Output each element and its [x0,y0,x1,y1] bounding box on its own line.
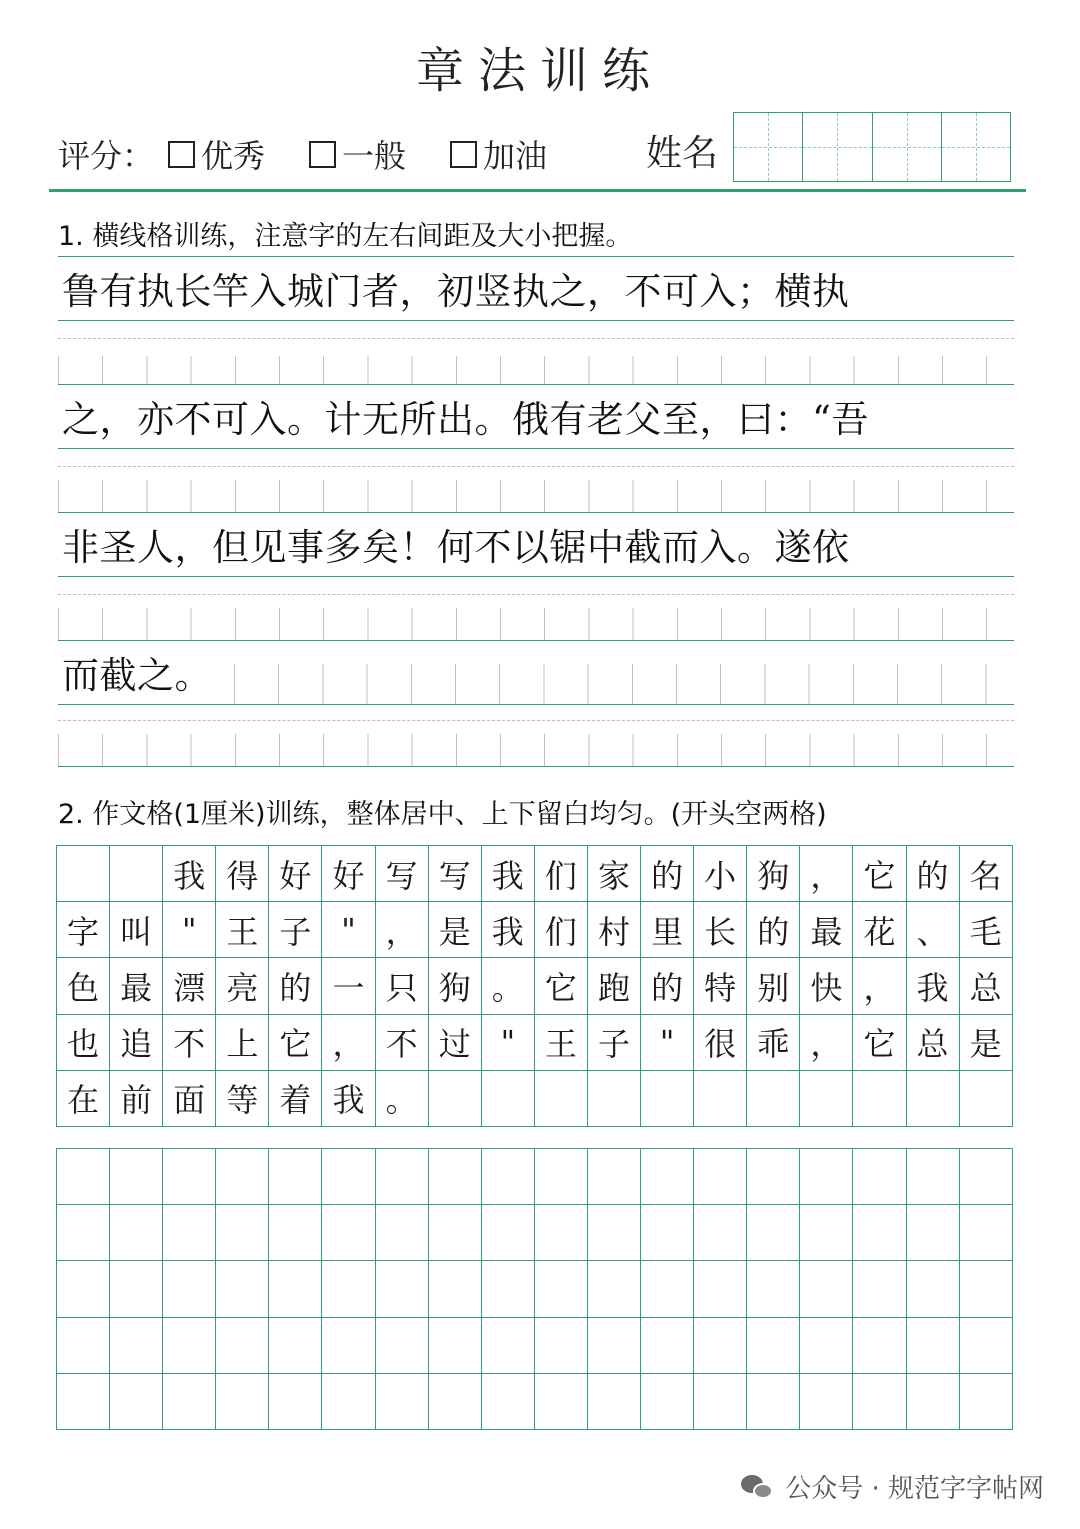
grid-cell-empty[interactable] [322,1318,375,1374]
grid-cell-empty[interactable] [110,1149,163,1205]
grid-cell[interactable]: ， [800,846,853,902]
grid-cell[interactable]: 上 [216,1015,269,1071]
grid-row [57,1261,1013,1317]
practice-line-row [58,256,1014,320]
grid-cell-empty[interactable] [641,1261,694,1317]
grid-cell-empty[interactable] [694,1261,747,1317]
grid-cell-empty[interactable] [216,1261,269,1317]
name-cell[interactable] [942,113,1010,181]
grid-cell[interactable]: 不 [376,1015,429,1071]
grid-cell-empty[interactable] [800,1261,853,1317]
grid-cell[interactable] [57,846,110,902]
grid-cell-empty[interactable] [482,1318,535,1374]
grid-cell[interactable]: " [322,902,375,958]
grid-cell[interactable]: 是 [429,902,482,958]
rating-option-average[interactable] [309,131,406,177]
grid-cell-empty[interactable] [110,1205,163,1261]
grid-cell-empty[interactable] [588,1149,641,1205]
rating-option-keep-going[interactable] [450,131,547,177]
grid-cell[interactable]: 最 [800,902,853,958]
grid-cell[interactable]: 也 [57,1015,110,1071]
grid-cell-empty[interactable] [429,1205,482,1261]
grid-cell[interactable] [588,1071,641,1127]
grid-cell[interactable]: 。 [376,1071,429,1127]
grid-cell[interactable]: 最 [110,958,163,1014]
grid-cell-empty[interactable] [800,1318,853,1374]
grid-cell-empty[interactable] [535,1205,588,1261]
grid-cell-empty[interactable] [376,1374,429,1430]
grid-cell-empty[interactable] [747,1205,800,1261]
section1-heading: 1. 横线格训练，注意字的左右间距及大小把握。 [58,221,633,252]
grid-cell[interactable]: 我 [322,1071,375,1127]
grid-cell-empty[interactable] [907,1205,960,1261]
grid-row [57,1071,1013,1127]
practice-line-text: 之，亦不可入。计无所出。俄有老父至，曰：“吾 [62,398,869,441]
grid-cell-empty[interactable] [110,1374,163,1430]
grid-cell-empty[interactable] [110,1261,163,1317]
grid-cell[interactable] [429,1071,482,1127]
grid-cell[interactable]: 好 [322,846,375,902]
grid-cell[interactable]: 一 [322,958,375,1014]
grid-cell[interactable]: 等 [216,1071,269,1127]
grid-cell-empty[interactable] [482,1149,535,1205]
grid-cell[interactable]: 过 [429,1015,482,1071]
grid-cell-empty[interactable] [376,1318,429,1374]
grid-cell[interactable]: 跑 [588,958,641,1014]
grid-cell-empty[interactable] [376,1261,429,1317]
grid-cell-empty[interactable] [535,1374,588,1430]
grid-row [57,1205,1013,1261]
practice-line-text: 而截之。 [62,654,212,697]
grid-cell[interactable]: 的 [269,958,322,1014]
grid-cell[interactable]: 色 [57,958,110,1014]
grid-cell-empty[interactable] [641,1318,694,1374]
grid-cell-empty[interactable] [57,1261,110,1317]
grid-cell[interactable]: 狗 [747,846,800,902]
grid-cell-empty[interactable] [57,1374,110,1430]
grid-cell-empty[interactable] [535,1149,588,1205]
grid-row [57,1015,1013,1071]
grid-cell[interactable]: 特 [694,958,747,1014]
grid-row [57,1149,1013,1205]
grid-cell-empty[interactable] [163,1149,216,1205]
grid-cell-empty[interactable] [429,1261,482,1317]
grid-cell-empty[interactable] [853,1205,906,1261]
grid-cell-empty[interactable] [216,1318,269,1374]
grid-cell[interactable]: 村 [588,902,641,958]
grid-cell-empty[interactable] [853,1374,906,1430]
grid-cell-empty[interactable] [853,1318,906,1374]
grid-cell-empty[interactable] [907,1318,960,1374]
grid-cell[interactable]: ， [853,958,906,1014]
grid-cell[interactable]: ， [800,1015,853,1071]
grid-cell-empty[interactable] [960,1149,1013,1205]
grid-cell-empty[interactable] [960,1374,1013,1430]
grid-cell[interactable]: " [163,902,216,958]
grid-cell[interactable]: " [482,1015,535,1071]
grid-row [57,846,1013,902]
grid-cell[interactable]: 着 [269,1071,322,1127]
grid-cell[interactable]: 家 [588,846,641,902]
grid-cell[interactable]: 乖 [747,1015,800,1071]
grid-cell-empty[interactable] [429,1374,482,1430]
grid-cell-empty[interactable] [110,1318,163,1374]
grid-cell-empty[interactable] [322,1261,375,1317]
grid-cell-empty[interactable] [694,1318,747,1374]
grid-cell-empty[interactable] [216,1149,269,1205]
grid-cell-empty[interactable] [216,1374,269,1430]
checkbox-keep-going[interactable] [450,141,477,168]
grid-cell-empty[interactable] [163,1261,216,1317]
grid-cell[interactable]: 写 [429,846,482,902]
grid-cell[interactable]: 子 [588,1015,641,1071]
grid-cell-empty[interactable] [429,1318,482,1374]
grid-cell[interactable]: 狗 [429,958,482,1014]
grid-cell[interactable] [110,846,163,902]
checkbox-average[interactable] [309,141,336,168]
grid-cell[interactable]: 只 [376,958,429,1014]
name-cell[interactable] [734,113,803,181]
grid-cell[interactable]: 我 [907,958,960,1014]
grid-cell[interactable]: 亮 [216,958,269,1014]
grid-cell[interactable]: 快 [800,958,853,1014]
composition-grid-blank[interactable] [56,1148,1013,1430]
grid-cell[interactable]: 长 [694,902,747,958]
grid-cell[interactable]: 总 [960,958,1013,1014]
grid-cell-empty[interactable] [429,1149,482,1205]
grid-cell[interactable]: 。 [482,958,535,1014]
grid-cell-empty[interactable] [216,1205,269,1261]
watermark [741,1468,1044,1505]
practice-line-row [58,640,1014,704]
grid-cell[interactable]: 它 [269,1015,322,1071]
grid-cell[interactable]: ， [376,902,429,958]
grid-cell[interactable] [482,1071,535,1127]
grid-cell-empty[interactable] [960,1205,1013,1261]
grid-cell[interactable]: 我 [482,902,535,958]
grid-cell[interactable]: 里 [641,902,694,958]
grid-cell[interactable]: 在 [57,1071,110,1127]
grid-row [57,1374,1013,1430]
grid-cell-empty[interactable] [641,1205,694,1261]
grid-cell-empty[interactable] [269,1261,322,1317]
grid-cell[interactable]: 它 [535,958,588,1014]
grid-cell[interactable]: 字 [57,902,110,958]
header-divider [49,189,1026,192]
grid-cell-empty[interactable] [800,1205,853,1261]
grid-cell-empty[interactable] [747,1374,800,1430]
grid-cell[interactable]: 追 [110,1015,163,1071]
grid-cell-empty[interactable] [747,1318,800,1374]
grid-cell[interactable]: 、 [907,902,960,958]
grid-cell[interactable]: 前 [110,1071,163,1127]
grid-cell[interactable] [535,1071,588,1127]
grid-cell-empty[interactable] [482,1374,535,1430]
grid-cell[interactable]: 面 [163,1071,216,1127]
practice-line-row [58,384,1014,448]
grid-cell[interactable]: 写 [376,846,429,902]
grid-cell-empty[interactable] [482,1205,535,1261]
grid-cell[interactable]: 好 [269,846,322,902]
grid-cell[interactable]: 毛 [960,902,1013,958]
grid-cell[interactable]: 的 [641,846,694,902]
grid-cell[interactable] [747,1071,800,1127]
blank-practice-row[interactable] [58,320,1014,384]
grid-cell-empty[interactable] [800,1374,853,1430]
grid-cell-empty[interactable] [322,1205,375,1261]
practice-line-text: 非圣人，但见事多矣！何不以锯中截而入。遂依 [62,526,850,569]
grid-row [57,958,1013,1014]
grid-cell-empty[interactable] [588,1374,641,1430]
composition-grid-filled[interactable] [56,845,1013,1127]
grid-cell[interactable]: 我 [163,846,216,902]
grid-cell[interactable]: 漂 [163,958,216,1014]
grid-cell[interactable]: 名 [960,846,1013,902]
name-cell[interactable] [803,113,872,181]
grid-cell-empty[interactable] [57,1149,110,1205]
grid-cell[interactable] [907,1071,960,1127]
grid-cell-empty[interactable] [907,1374,960,1430]
grid-cell-empty[interactable] [907,1149,960,1205]
practice-line-row [58,512,1014,576]
grid-cell[interactable] [641,1071,694,1127]
grid-cell-empty[interactable] [57,1205,110,1261]
grid-cell[interactable]: 子 [269,902,322,958]
grid-cell-empty[interactable] [163,1205,216,1261]
grid-cell-empty[interactable] [960,1318,1013,1374]
grid-cell-empty[interactable] [269,1318,322,1374]
name-label: 姓名 [646,133,719,174]
grid-cell-empty[interactable] [322,1149,375,1205]
grid-cell-empty[interactable] [694,1374,747,1430]
rating-option-label: 加油 [483,137,548,175]
grid-cell-empty[interactable] [163,1318,216,1374]
grid-cell-empty[interactable] [57,1318,110,1374]
grid-row [57,902,1013,958]
grid-cell-empty[interactable] [853,1261,906,1317]
watermark-text: 公众号 · 规范字字帖网 [785,1474,1044,1504]
grid-cell[interactable]: 王 [535,1015,588,1071]
grid-cell-empty[interactable] [641,1374,694,1430]
grid-cell[interactable] [800,1071,853,1127]
grid-cell[interactable] [853,1071,906,1127]
grid-cell[interactable]: 王 [216,902,269,958]
grid-cell[interactable]: 我 [482,846,535,902]
grid-cell-empty[interactable] [269,1205,322,1261]
grid-cell[interactable]: 总 [907,1015,960,1071]
rating-label: 评分： [58,137,155,175]
practice-line-text: 鲁有执长竿入城门者，初竖执之，不可入；横执 [62,270,850,313]
rating-row [58,128,591,180]
grid-cell-empty[interactable] [853,1149,906,1205]
grid-cell-empty[interactable] [588,1261,641,1317]
grid-cell[interactable]: 的 [641,958,694,1014]
grid-cell[interactable]: " [641,1015,694,1071]
grid-cell-empty[interactable] [641,1149,694,1205]
grid-cell[interactable]: 小 [694,846,747,902]
grid-cell-empty[interactable] [535,1318,588,1374]
wechat-icon [741,1473,775,1501]
rating-option-excellent[interactable] [168,131,265,177]
checkbox-excellent[interactable] [168,141,195,168]
grid-cell[interactable]: 们 [535,902,588,958]
grid-cell-empty[interactable] [376,1149,429,1205]
grid-cell-empty[interactable] [588,1205,641,1261]
name-cell[interactable] [873,113,942,181]
rating-option-label: 一般 [342,137,407,175]
grid-cell-empty[interactable] [376,1205,429,1261]
grid-cell[interactable]: 它 [853,1015,906,1071]
grid-cell[interactable]: 不 [163,1015,216,1071]
name-writing-box[interactable] [733,112,1011,182]
grid-cell-empty[interactable] [694,1205,747,1261]
blank-practice-row[interactable] [58,704,1014,766]
blank-practice-row[interactable] [58,576,1014,640]
grid-cell[interactable]: 得 [216,846,269,902]
grid-cell-empty[interactable] [482,1261,535,1317]
grid-cell[interactable] [960,1071,1013,1127]
grid-cell[interactable] [694,1071,747,1127]
grid-cell-empty[interactable] [269,1149,322,1205]
grid-cell-empty[interactable] [800,1149,853,1205]
grid-cell[interactable]: 花 [853,902,906,958]
grid-cell-empty[interactable] [694,1149,747,1205]
grid-cell-empty[interactable] [535,1261,588,1317]
grid-cell-empty[interactable] [163,1374,216,1430]
grid-cell[interactable]: 别 [747,958,800,1014]
page-title: 章法训练 [415,43,664,99]
rating-option-label: 优秀 [201,137,266,175]
grid-cell[interactable]: 是 [960,1015,1013,1071]
grid-cell-empty[interactable] [907,1261,960,1317]
grid-cell[interactable]: 它 [853,846,906,902]
grid-cell[interactable]: 们 [535,846,588,902]
grid-row [57,1318,1013,1374]
grid-cell-empty[interactable] [322,1374,375,1430]
grid-cell[interactable]: 的 [907,846,960,902]
grid-cell[interactable]: 叫 [110,902,163,958]
grid-cell[interactable]: 很 [694,1015,747,1071]
blank-practice-row[interactable] [58,448,1014,512]
grid-cell-empty[interactable] [960,1261,1013,1317]
grid-cell[interactable]: ， [322,1015,375,1071]
grid-cell-empty[interactable] [588,1318,641,1374]
grid-cell-empty[interactable] [747,1261,800,1317]
grid-cell[interactable]: 的 [747,902,800,958]
grid-cell-empty[interactable] [269,1374,322,1430]
grid-cell-empty[interactable] [747,1149,800,1205]
section2-heading: 2. 作文格(1厘米)训练，整体居中、上下留白均匀。(开头空两格) [58,799,827,830]
